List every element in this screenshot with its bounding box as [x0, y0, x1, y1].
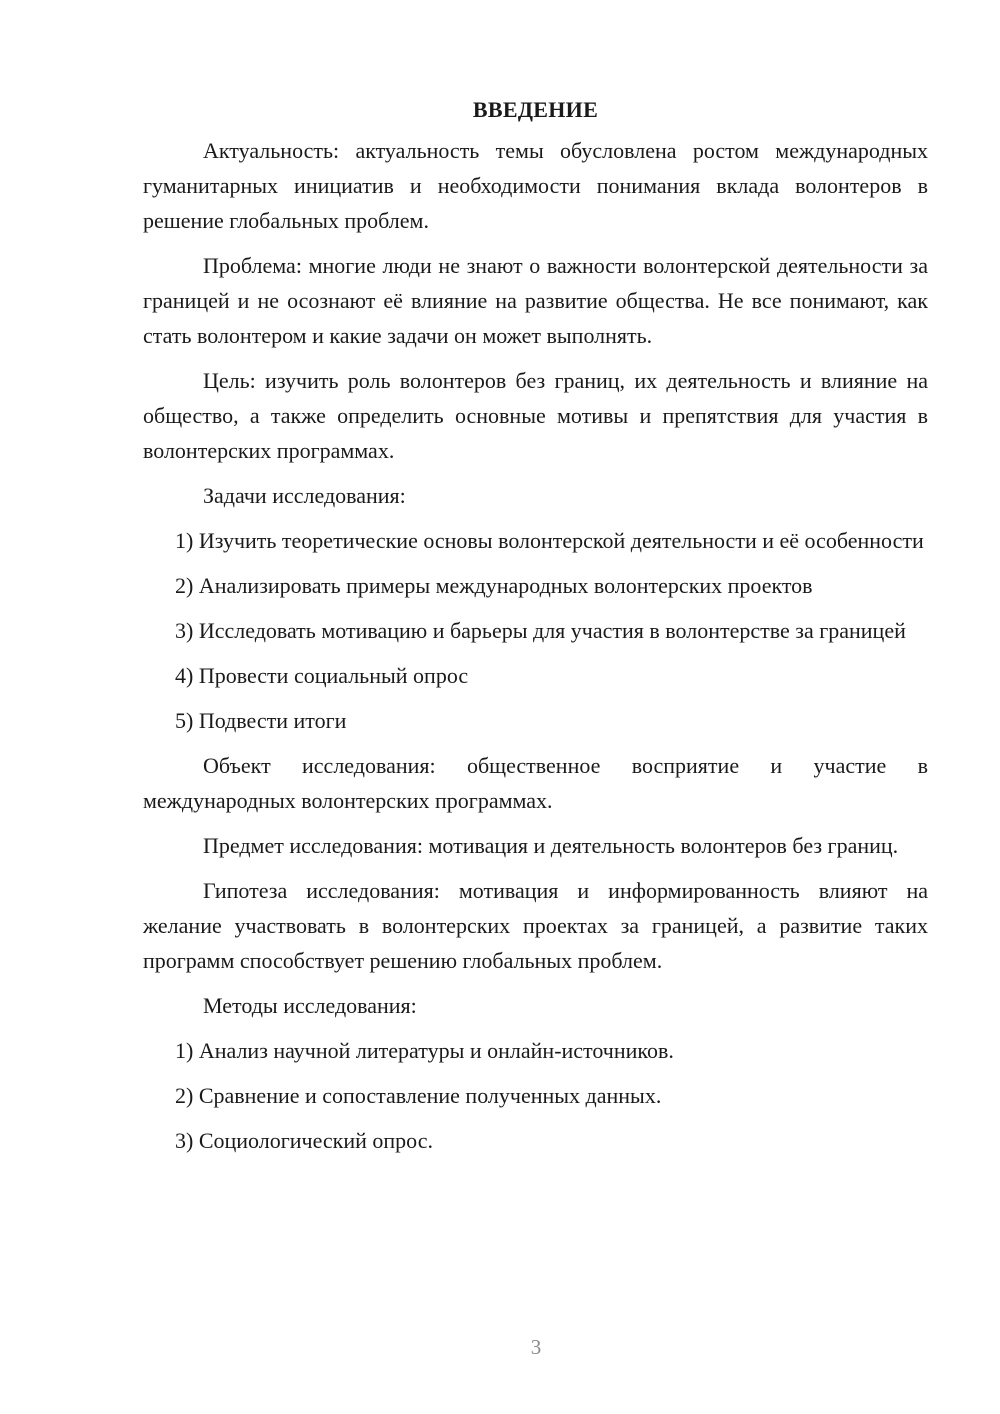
task-item-1: 1) Изучить теоретические основы волонтерской деятельности и её особенности	[175, 528, 924, 553]
methods-heading: Методы исследования:	[203, 993, 417, 1018]
subject-paragraph: Предмет исследования: мотивация и деятельность волонтеров без границ.	[203, 833, 899, 858]
method-item-2: 2) Сравнение и сопоставление полученных данных.	[175, 1083, 662, 1108]
tasks-heading: Задачи исследования:	[203, 483, 406, 508]
method-item-3: 3) Социологический опрос.	[175, 1128, 433, 1153]
document-page	[143, 92, 928, 1168]
goal-paragraph: Цель: изучить роль волонтеров без границ, их деятельность и влияние на общество, а также определить основные мотивы и препятствия для участия в волонтерских программах.	[143, 368, 928, 463]
task-item-3: 3) Исследовать мотивацию и барьеры для участия в волонтерстве за границей	[175, 618, 906, 643]
task-item-2: 2) Анализировать примеры международных волонтерских проектов	[175, 573, 813, 598]
relevance-paragraph: Актуальность: актуальность темы обусловлена ростом международных гуманитарных инициатив и необходимости понимания вклада волонтеров в решение глобальных проблем.	[143, 138, 928, 233]
task-item-4: 4) Провести социальный опрос	[175, 663, 469, 688]
object-paragraph: Объект исследования: общественное восприятие и участие в международных волонтерских программах.	[143, 753, 928, 813]
hypothesis-paragraph: Гипотеза исследования: мотивация и информированность влияют на желание участвовать в волонтерских проектах за границей, а развитие таких программ способствует решению глобальных проблем.	[143, 878, 928, 973]
method-item-1: 1) Анализ научной литературы и онлайн-источников.	[175, 1038, 674, 1063]
task-item-5: 5) Подвести итоги	[175, 708, 347, 733]
section-title: ВВЕДЕНИЕ	[472, 97, 599, 122]
problem-paragraph: Проблема: многие люди не знают о важности волонтерской деятельности за границей и не осознают её влияние на развитие общества. Не все понимают, как стать волонтером и какие задачи он может выполнять.	[143, 253, 928, 348]
page-number: 3	[530, 1335, 542, 1359]
